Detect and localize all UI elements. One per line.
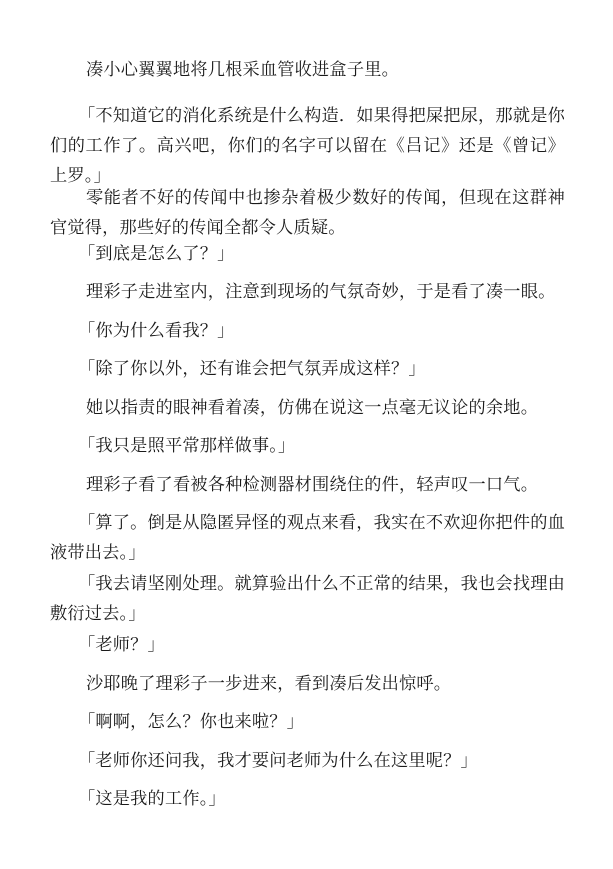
dialogue-paragraph: 「你为什么看我？」 <box>78 321 235 341</box>
dialogue-paragraph: 「啊啊，怎么？你也来啦？」 <box>78 712 305 732</box>
paragraph: 零能者不好的传闻中也掺杂着极少数好的传闻，但现在这群神官觉得，那些好的传闻全都令人质疑。 <box>50 188 565 238</box>
dialogue-paragraph: 「我只是照平常那样做事。」 <box>78 436 296 456</box>
dialogue-paragraph: 「我去请坚刚处理。就算验出什么不正常的结果，我也会找理由敷衍过去。」 <box>50 574 565 624</box>
dialogue-paragraph: 「算了。倒是从隐匿异怪的观点来看，我实在不欢迎你把件的血液带出去。」 <box>50 513 565 563</box>
dialogue-paragraph: 「除了你以外，还有谁会把气氛弄成这样？」 <box>78 359 426 379</box>
dialogue-paragraph: 「老师你还问我，我才要问老师为什么在这里呢？」 <box>78 751 478 771</box>
dialogue-paragraph: 「不知道它的消化系统是什么构造．如果得把屎把尿，那就是你们的工作了。高兴吧，你们的名字可以留在《吕记》还是《曾记》上罗。」 <box>50 106 565 186</box>
paragraph: 理彩子看了看被各种检测器材围绕住的件，轻声叹一口气。 <box>86 475 539 495</box>
dialogue-paragraph: 「老师？」 <box>78 635 165 655</box>
paragraph: 她以指责的眼神看着凑，仿佛在说这一点毫无议论的余地。 <box>86 398 539 418</box>
paragraph: 沙耶晚了理彩子一步进来，看到凑后发出惊呼。 <box>86 674 452 694</box>
paragraph: 凑小心翼翼地将几根采血管收进盒子里。 <box>86 60 399 80</box>
paragraph: 理彩子走进室内，注意到现场的气氛奇妙，于是看了凑一眼。 <box>86 282 556 302</box>
dialogue-paragraph: 「这是我的工作。」 <box>78 789 226 809</box>
dialogue-paragraph: 「到底是怎么了？」 <box>78 244 235 264</box>
